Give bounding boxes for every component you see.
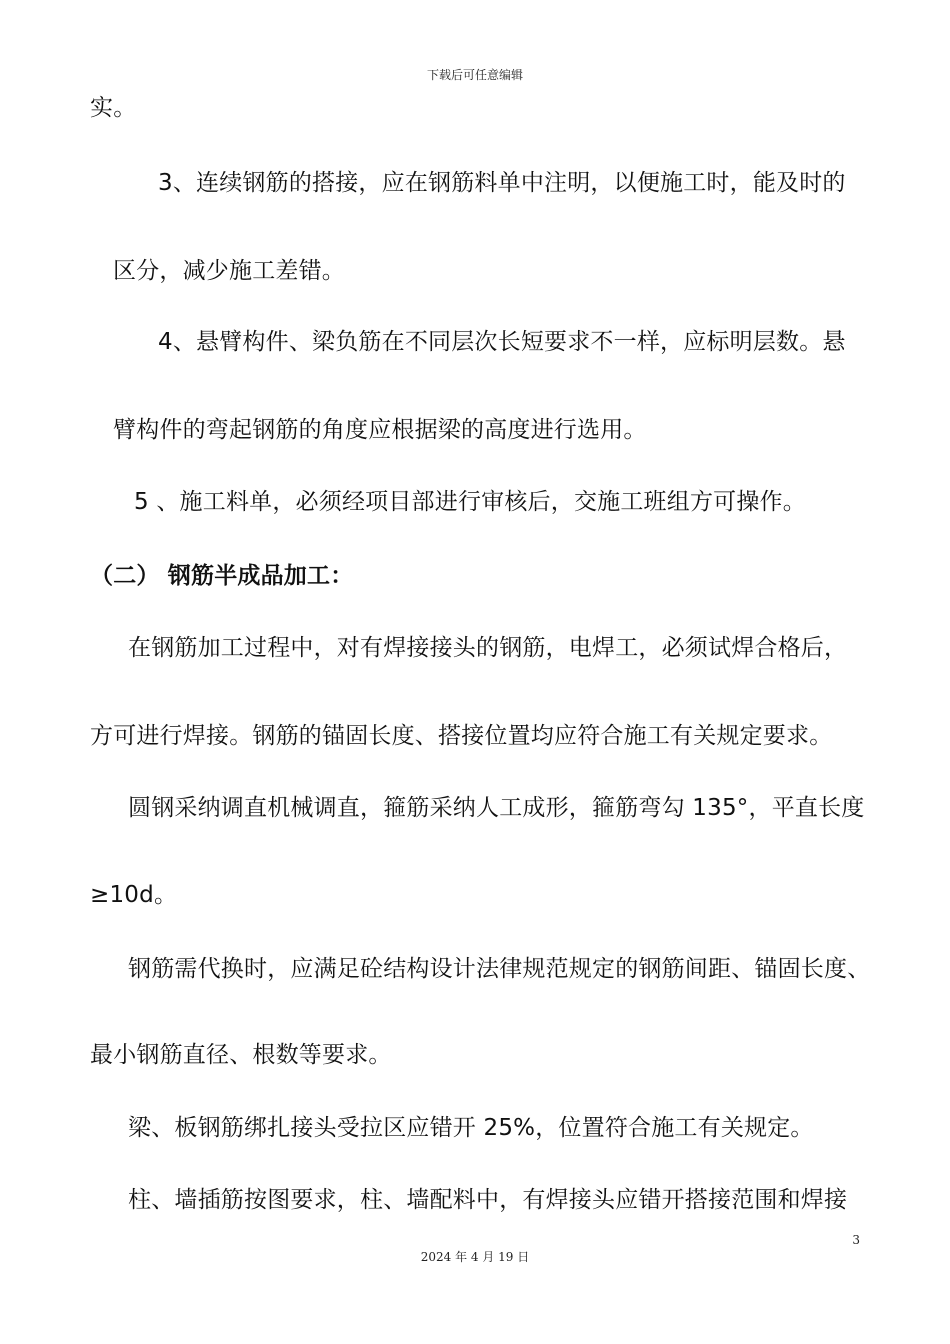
text-line-9: 圆钢采纳调直机械调直，箍筋采纳人工成形，箍筋弯勾 135°，平直长度 bbox=[128, 795, 865, 821]
text-line-10: ≥10d。 bbox=[90, 882, 178, 908]
text-line-4: 4、悬臂构件、梁负筋在不同层次长短要求不一样，应标明层数。悬 bbox=[158, 329, 846, 355]
text-line-12: 最小钢筋直径、根数等要求。 bbox=[90, 1042, 392, 1068]
text-line-2: 3、连续钢筋的搭接，应在钢筋料单中注明，以便施工时，能及时的 bbox=[158, 170, 846, 196]
section-heading: （二） 钢筋半成品加工： bbox=[90, 563, 354, 589]
footer-date: 2024 年 4 月 19 日 bbox=[420, 1250, 530, 1264]
text-line-5: 臂构件的弯起钢筋的角度应根据梁的高度进行选用。 bbox=[113, 417, 647, 443]
text-line-3: 区分，减少施工差错。 bbox=[113, 258, 345, 284]
text-line-7: 在钢筋加工过程中，对有焊接接头的钢筋，电焊工，必须试焊合格后， bbox=[128, 635, 848, 661]
text-line-6: 5 、施工料单，必须经项目部进行审核后，交施工班组方可操作。 bbox=[134, 489, 806, 515]
text-line-13: 梁、板钢筋绑扎接头受拉区应错开 25%，位置符合施工有关规定。 bbox=[128, 1115, 814, 1141]
text-line-1: 实。 bbox=[90, 95, 137, 121]
page-number: 3 bbox=[852, 1233, 860, 1247]
header-note: 下载后可任意编辑 bbox=[426, 68, 523, 82]
text-line-14: 柱、墙插筋按图要求，柱、墙配料中，有焊接头应错开搭接范围和焊接 bbox=[128, 1187, 848, 1213]
text-line-11: 钢筋需代换时，应满足砼结构设计法律规范规定的钢筋间距、锚固长度、 bbox=[128, 956, 871, 982]
text-line-8: 方可进行焊接。钢筋的锚固长度、搭接位置均应符合施工有关规定要求。 bbox=[90, 723, 833, 749]
